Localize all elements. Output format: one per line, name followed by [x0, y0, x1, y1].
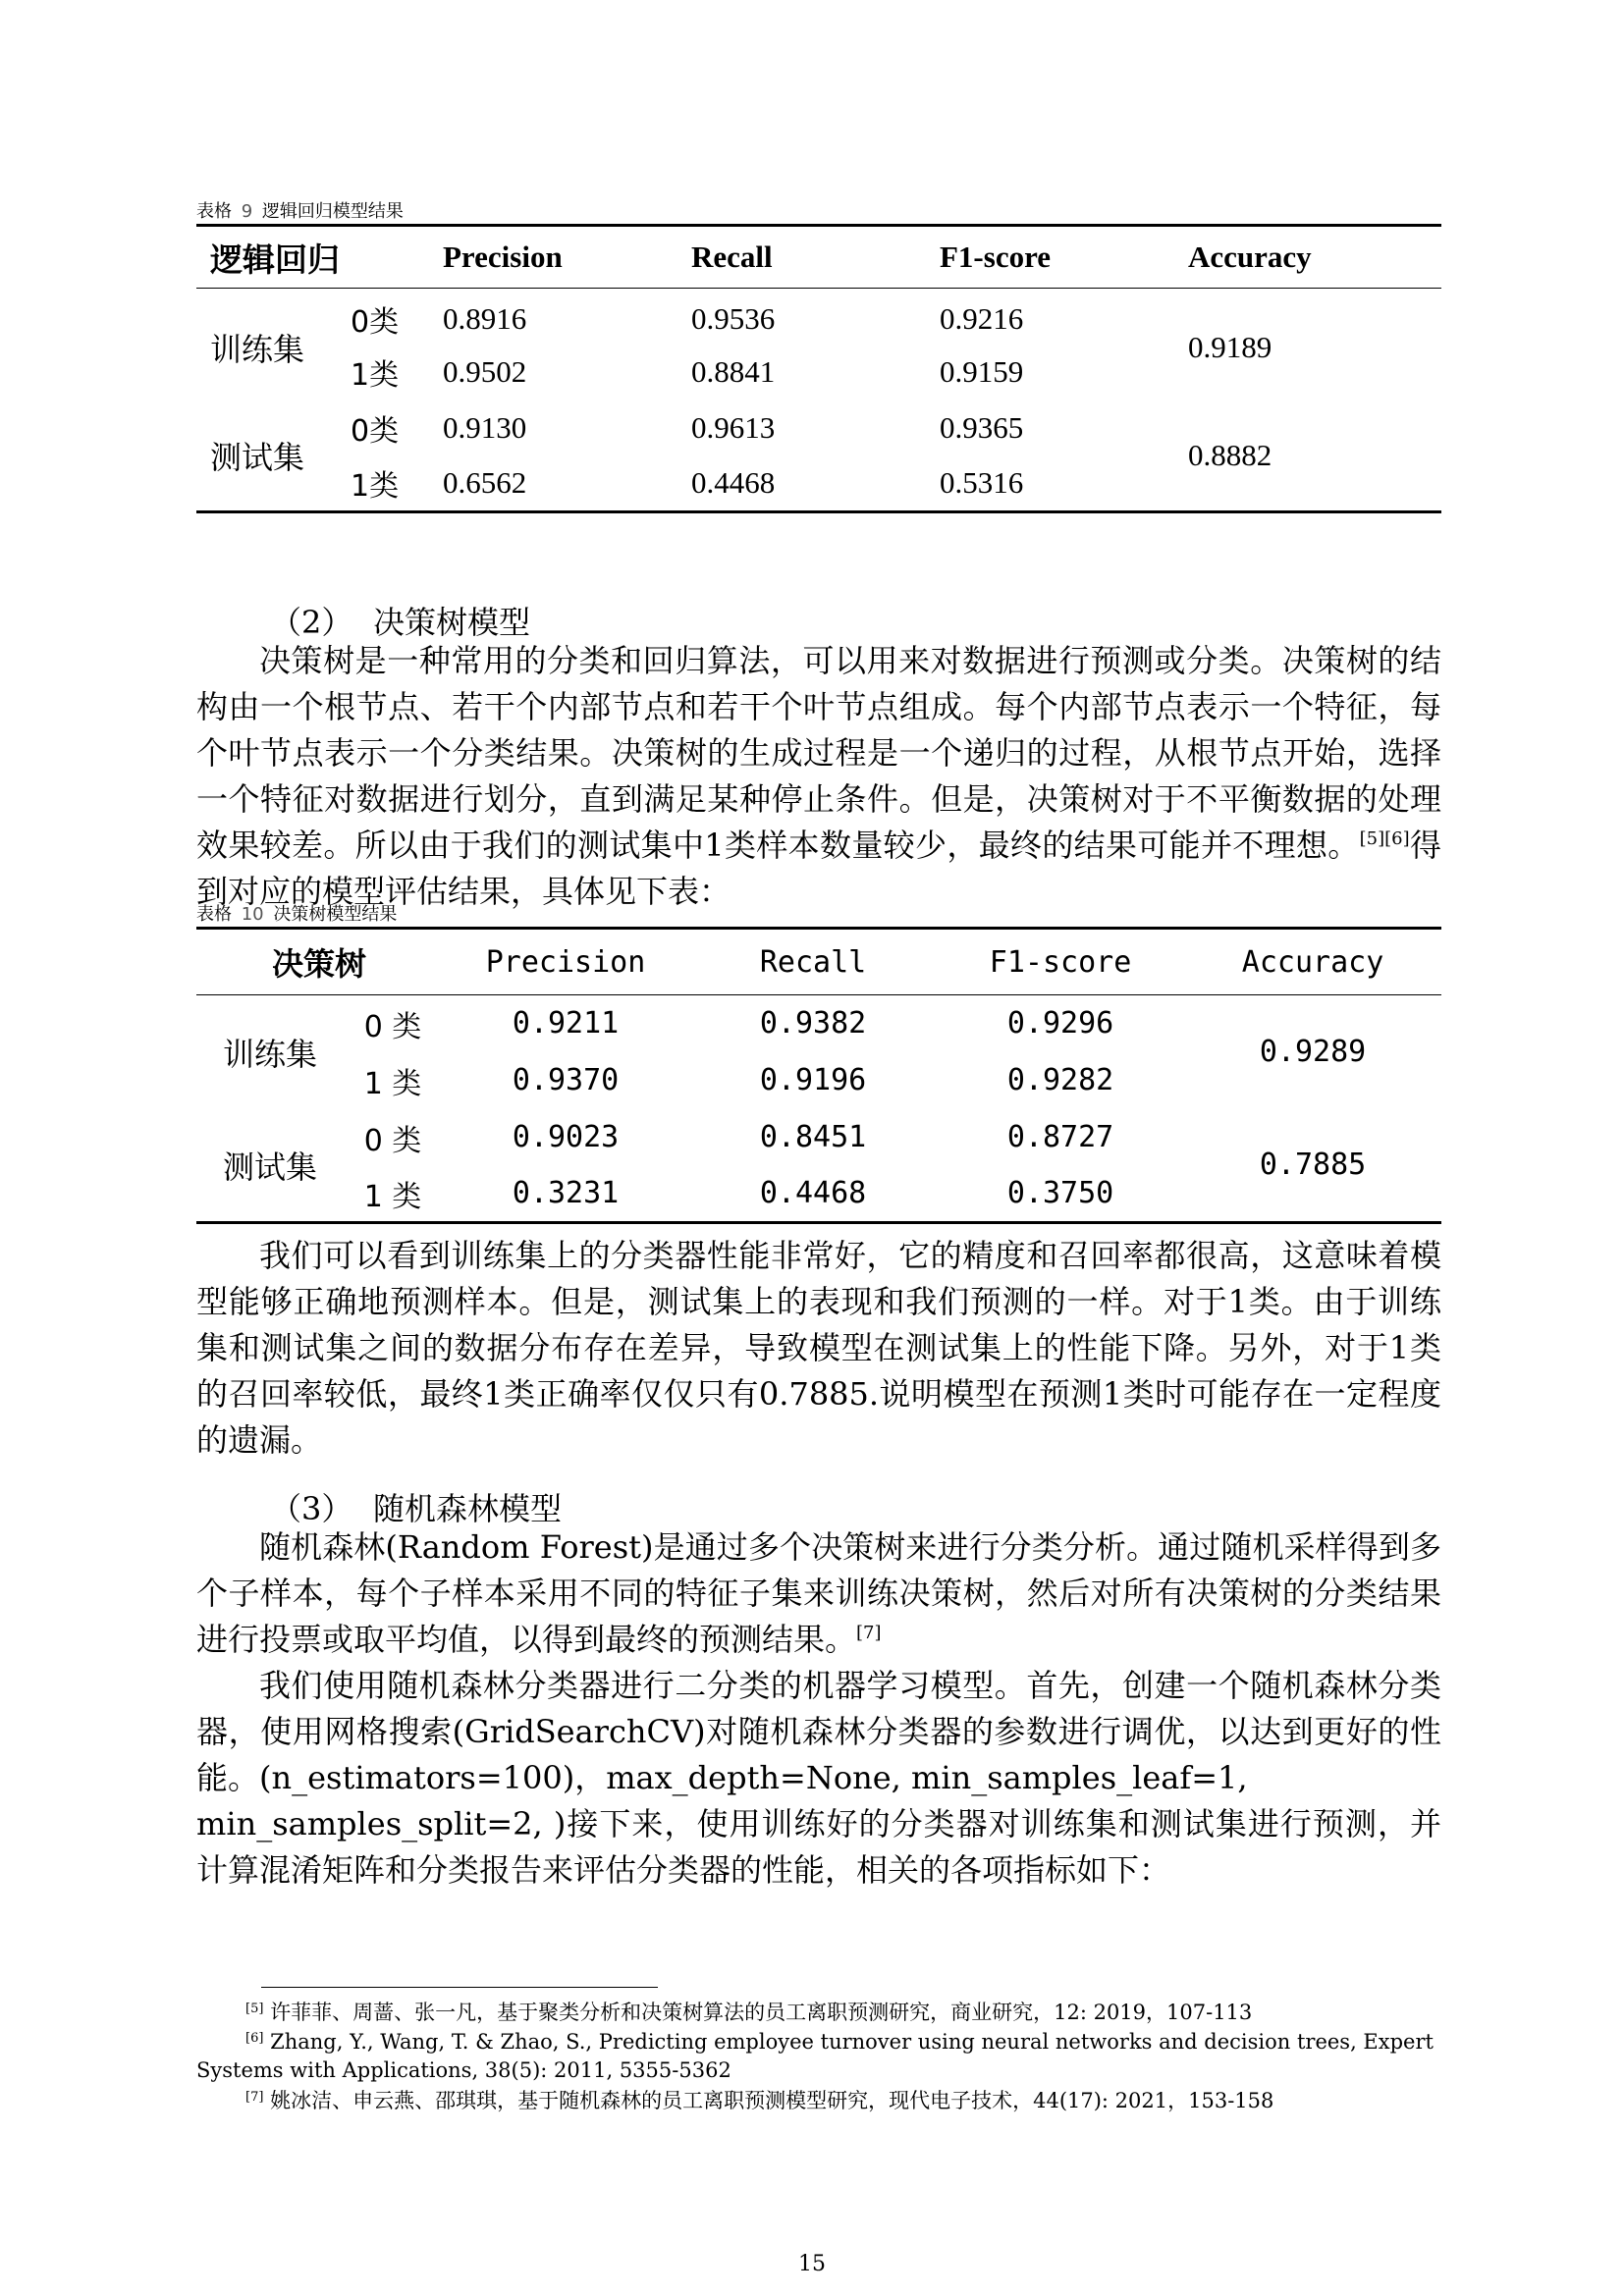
- class-label: 0类: [351, 305, 400, 341]
- table-header-row: [196, 226, 1441, 289]
- header-accuracy: Accuracy: [1184, 929, 1441, 995]
- precision-cell: 0.9130: [443, 410, 527, 445]
- table-9-caption: [196, 197, 404, 223]
- recall-cell: 0.9196: [759, 1063, 867, 1097]
- group-label: 训练集: [210, 330, 305, 368]
- caption-label: 表格: [196, 201, 232, 222]
- recall-cell: 0.8841: [691, 354, 776, 389]
- decision-tree-paragraph: [196, 638, 1441, 915]
- page-number: 15: [798, 2252, 826, 2276]
- class-label: 1 类: [363, 1179, 422, 1214]
- citation-ref: [7]: [856, 1623, 882, 1643]
- accuracy-cell: 0.9189: [1188, 329, 1272, 364]
- table-header-row: [196, 929, 1441, 995]
- group-label: 训练集: [222, 1035, 317, 1073]
- footnote-rule: [261, 1987, 658, 1988]
- recall-cell: 0.9382: [759, 1006, 867, 1041]
- header-accuracy: Accuracy: [1188, 226, 1441, 289]
- random-forest-paragraph-1: [196, 1524, 1441, 1663]
- f1-cell: 0.9159: [940, 354, 1024, 389]
- table-row: [196, 289, 1441, 345]
- f1-cell: 0.9282: [1006, 1063, 1114, 1097]
- class-label: 1 类: [363, 1066, 422, 1101]
- caption-number: 9: [241, 201, 253, 222]
- footnote-text: Zhang, Y., Wang, T. & Zhao, S., Predicting employee turnover using neural networks and decision trees, Expert Systems with Applications, 38(5): 2011, 5355-5362: [196, 2030, 1434, 2082]
- section-title: 决策树模型: [373, 604, 531, 641]
- header-f1-score: F1-score: [940, 226, 1188, 289]
- footnote-text: 姚冰洁、申云燕、邵琪琪，基于随机森林的员工离职预测模型研究，现代电子技术，44(17): 2021，153-158: [270, 2089, 1274, 2112]
- footnote-mark: [5]: [245, 2002, 264, 2016]
- header-f1-score: F1-score: [937, 929, 1184, 995]
- caption-number: 10: [241, 904, 264, 925]
- section-title: 随机森林模型: [373, 1490, 563, 1527]
- recall-cell: 0.8451: [759, 1120, 867, 1154]
- header-model: 逻辑回归: [196, 226, 443, 289]
- recall-cell: 0.9536: [691, 301, 776, 337]
- table-10-caption: [196, 900, 397, 926]
- header-model: 决策树: [196, 929, 442, 995]
- header-recall: Recall: [689, 929, 937, 995]
- f1-cell: 0.9365: [940, 410, 1024, 445]
- paragraph-text: 随机森林(Random Forest)是通过多个决策树来进行分类分析。通过随机采样得到多个子样本，每个子样本采用不同的特征子集来训练决策树，然后对所有决策树的分类结果进行投票或取平均值，以得到最终的预测结果。: [196, 1528, 1441, 1658]
- precision-cell: 0.9211: [512, 1006, 620, 1041]
- citation-ref: [5][6]: [1359, 828, 1410, 849]
- random-forest-paragraph-2-cont: min_samples_split=2, )接下来，使用训练好的分类器对训练集和测试集进行预测，并计算混淆矩阵和分类报告来评估分类器的性能，相关的各项指标如下：: [196, 1805, 1441, 1889]
- footnote-mark: [7]: [245, 2090, 264, 2105]
- table-row: [196, 1109, 1441, 1166]
- group-label: 测试集: [210, 438, 305, 476]
- footnote-mark: [6]: [245, 2031, 264, 2046]
- caption-title: 逻辑回归模型结果: [261, 201, 404, 222]
- footnote-7: [196, 2087, 1441, 2115]
- precision-cell: 0.8916: [443, 301, 527, 337]
- precision-cell: 0.9502: [443, 354, 527, 389]
- precision-cell: 0.6562: [443, 465, 527, 501]
- footnote-5: [196, 1999, 1441, 2027]
- recall-cell: 0.9613: [691, 410, 776, 445]
- accuracy-cell: 0.9289: [1259, 1035, 1367, 1070]
- class-label: 0类: [351, 414, 400, 449]
- analysis-paragraph: 我们可以看到训练集上的分类器性能非常好，它的精度和召回率都很高，这意味着模型能够正确地预测样本。但是，测试集上的表现和我们预测的一样。对于1类。由于训练集和测试集之间的数据分布存在差异，导致模型在测试集上的性能下降。另外，对于1类的召回率较低，最终1类正确率仅仅只有0.7885.说明模型在预测1类时可能存在一定程度的遗漏。: [196, 1237, 1441, 1459]
- logistic-regression-results-table: [196, 224, 1441, 513]
- accuracy-cell: 0.8882: [1188, 437, 1272, 472]
- class-label: 0 类: [363, 1123, 422, 1158]
- section-number: （2）: [270, 604, 353, 641]
- footnote-text: 许菲菲、周蔷、张一凡，基于聚类分析和决策树算法的员工离职预测研究，商业研究，12: 2019，107-113: [270, 2001, 1253, 2024]
- header-recall: Recall: [691, 226, 940, 289]
- recall-cell: 0.4468: [759, 1176, 867, 1211]
- accuracy-cell: 0.7885: [1259, 1148, 1367, 1183]
- precision-cell: 0.9023: [512, 1120, 620, 1154]
- class-label: 1类: [351, 358, 400, 393]
- section-3-heading: [270, 1484, 562, 1529]
- section-2-heading: [270, 598, 530, 643]
- caption-label: 表格: [196, 904, 232, 925]
- paragraph-text: 决策树是一种常用的分类和回归算法，可以用来对数据进行预测或分类。决策树的结构由一个根节点、若干个内部节点和若干个叶节点组成。每个内部节点表示一个特征，每个叶节点表示一个分类结果。决策树的生成过程是一个递归的过程，从根节点开始，选择一个特征对数据进行划分，直到满足某种停止条件。但是，决策树对于不平衡数据的处理效果较差。所以由于我们的测试集中1类样本数量较少，最终的结果可能并不理想。: [196, 642, 1441, 864]
- table-row: [196, 400, 1441, 456]
- group-label: 测试集: [222, 1148, 317, 1186]
- precision-cell: 0.3231: [512, 1176, 620, 1211]
- precision-cell: 0.9370: [512, 1063, 620, 1097]
- paragraph-text-tail: 得到对应的模型评估结果，具体见下表：: [196, 827, 1441, 910]
- f1-cell: 0.9296: [1006, 1006, 1114, 1041]
- decision-tree-results-table: [196, 927, 1441, 1224]
- f1-cell: 0.9216: [940, 301, 1024, 337]
- recall-cell: 0.4468: [691, 465, 776, 501]
- random-forest-paragraph-2: 我们使用随机森林分类器进行二分类的机器学习模型。首先，创建一个随机森林分类器，使用网格搜索(GridSearchCV)对随机森林分类器的参数进行调优，以达到更好的性能。(n_estimators=100)，max_depth=None, min_samples_leaf=1,: [196, 1667, 1441, 1796]
- f1-cell: 0.8727: [1006, 1120, 1114, 1154]
- f1-cell: 0.3750: [1006, 1176, 1114, 1211]
- header-precision: Precision: [442, 929, 689, 995]
- caption-title: 决策树模型结果: [273, 904, 398, 925]
- footnote-6: [196, 2028, 1441, 2085]
- class-label: 1类: [351, 469, 400, 505]
- header-precision: Precision: [443, 226, 691, 289]
- class-label: 0 类: [363, 1009, 422, 1044]
- table-row: [196, 995, 1441, 1052]
- section-number: （3）: [270, 1490, 353, 1527]
- f1-cell: 0.5316: [940, 465, 1024, 501]
